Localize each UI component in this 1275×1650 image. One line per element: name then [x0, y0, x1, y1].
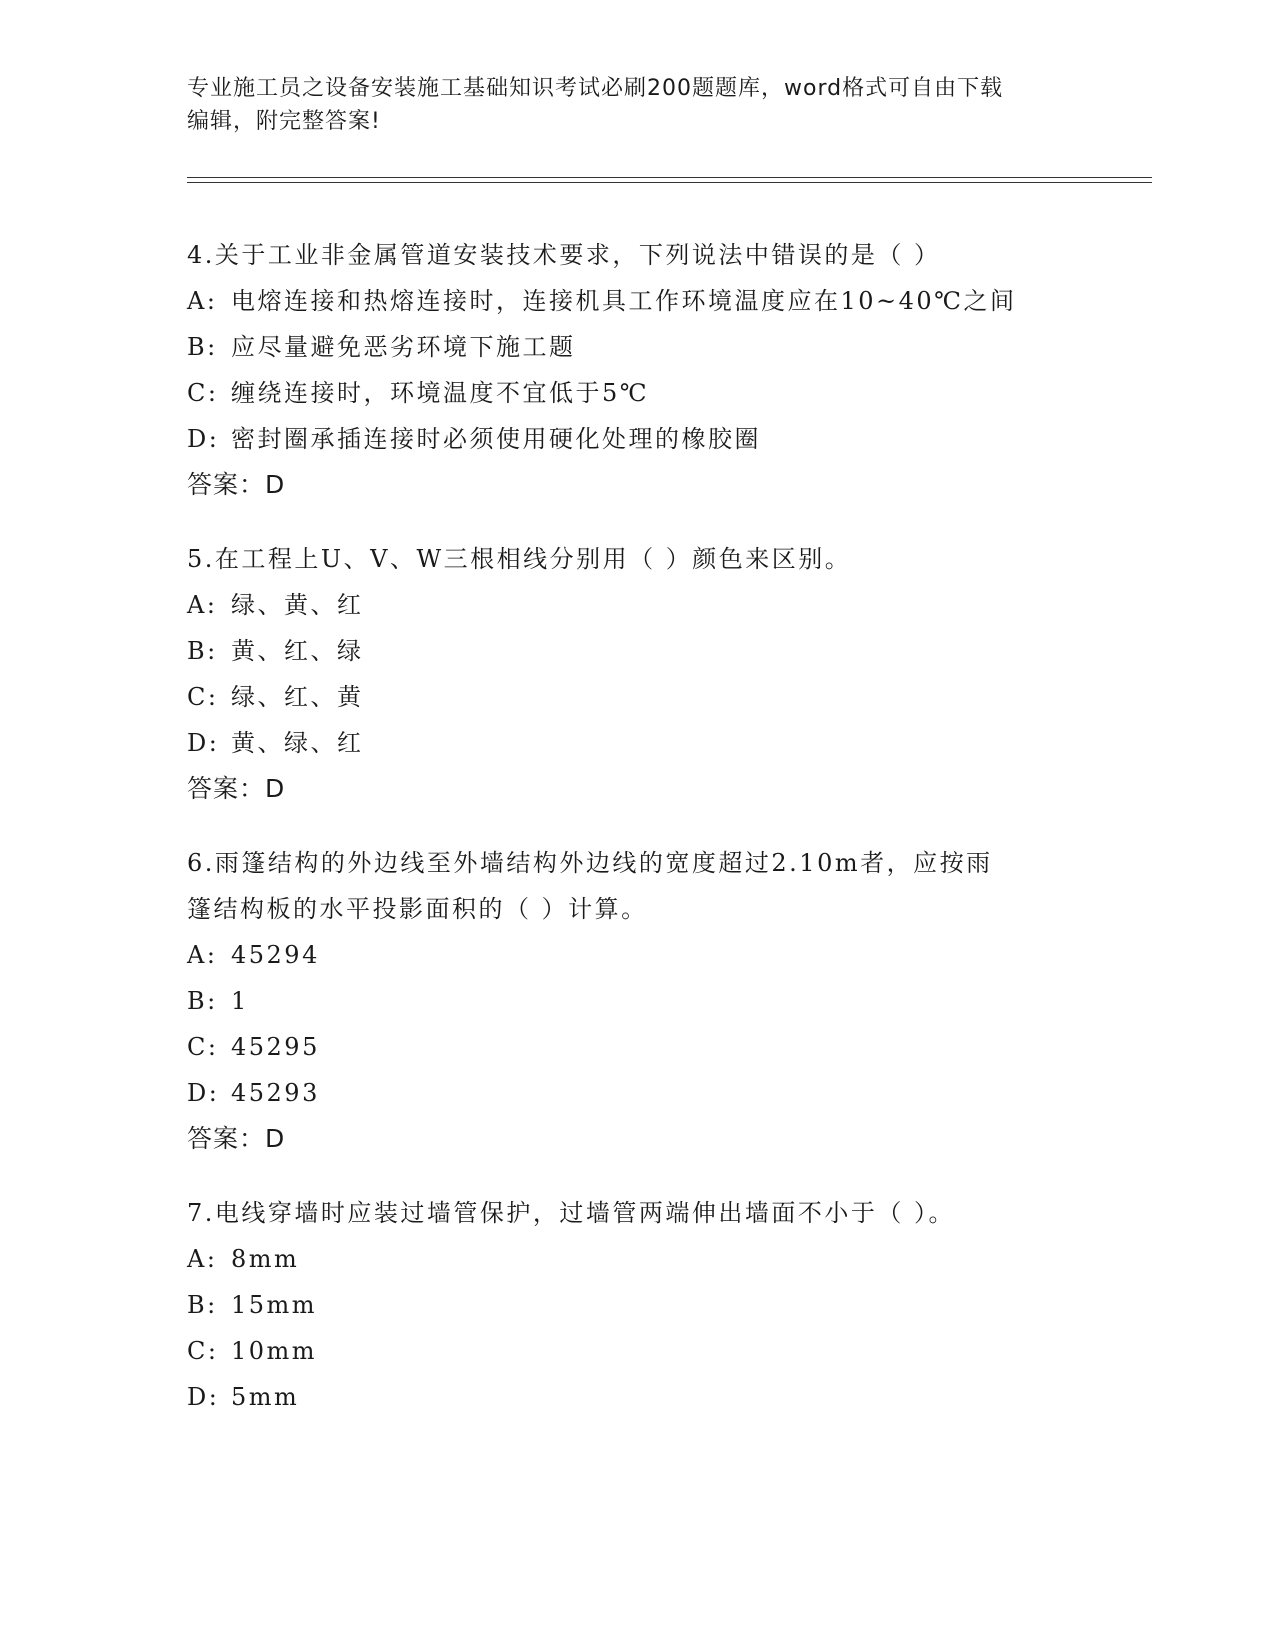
option-text: 45294 — [231, 941, 320, 969]
option-text: 密封圈承插连接时必须使用硬化处理的橡胶圈 — [231, 425, 761, 453]
question-stem: 7.电线穿墙时应装过墙管保护，过墙管两端伸出墙面不小于（ ）。 — [187, 1199, 956, 1227]
option-d — [187, 720, 1087, 766]
option-text: 缠绕连接时，环境温度不宜低于5℃ — [231, 379, 650, 407]
option-text: 10mm — [231, 1337, 318, 1365]
option-text: 45293 — [231, 1079, 320, 1107]
header-line-2: 编辑，附完整答案! — [187, 109, 381, 134]
option-key: B: — [187, 637, 218, 665]
question-list — [187, 232, 1087, 1448]
option-key: D: — [187, 729, 220, 757]
option-text: 黄、红、绿 — [231, 637, 364, 665]
option-key: C: — [187, 1033, 219, 1061]
option-key: D: — [187, 1383, 220, 1411]
option-text: 应尽量避免恶劣环境下施工题 — [231, 333, 576, 361]
option-d — [187, 416, 1087, 462]
option-key: A: — [187, 1245, 218, 1273]
header-line-1: 专业施工员之设备安装施工基础知识考试必刷200题题库，word格式可自由下载 — [187, 76, 1004, 101]
header-divider-bottom — [187, 182, 1152, 183]
option-text: 黄、绿、红 — [231, 729, 364, 757]
question-6 — [187, 840, 1087, 1162]
question-4 — [187, 232, 1087, 508]
option-c — [187, 674, 1087, 720]
option-key: B: — [187, 333, 218, 361]
option-b — [187, 1282, 1087, 1328]
question-stem: 6.雨篷结构的外边线至外墙结构外边线的宽度超过2.10m者，应按雨 — [187, 849, 993, 877]
question-stem-continued: 篷结构板的水平投影面积的（ ）计算。 — [187, 895, 648, 923]
answer-line: 答案：D — [187, 470, 286, 499]
option-key: D: — [187, 1079, 220, 1107]
option-text: 电熔连接和热熔连接时，连接机具工作环境温度应在10~40℃之间 — [231, 287, 1017, 315]
option-b — [187, 978, 1087, 1024]
option-b — [187, 628, 1087, 674]
option-text: 45295 — [231, 1033, 320, 1061]
option-key: D: — [187, 425, 220, 453]
answer-line: 答案：D — [187, 1124, 286, 1153]
option-c — [187, 1328, 1087, 1374]
option-a — [187, 932, 1087, 978]
option-text: 15mm — [231, 1291, 318, 1319]
option-c — [187, 1024, 1087, 1070]
question-stem: 4.关于工业非金属管道安装技术要求，下列说法中错误的是（ ） — [187, 241, 941, 269]
question-stem: 5.在工程上U、V、W三根相线分别用（ ）颜色来区别。 — [187, 545, 852, 573]
option-key: B: — [187, 987, 218, 1015]
option-text: 绿、红、黄 — [231, 683, 364, 711]
option-text: 5mm — [231, 1383, 300, 1411]
option-a — [187, 278, 1087, 324]
option-key: C: — [187, 379, 219, 407]
option-key: C: — [187, 1337, 219, 1365]
document-header — [187, 72, 1067, 138]
option-key: A: — [187, 287, 218, 315]
header-divider-top — [187, 177, 1152, 178]
option-key: A: — [187, 941, 218, 969]
question-5 — [187, 536, 1087, 812]
option-key: C: — [187, 683, 219, 711]
option-text: 绿、黄、红 — [231, 591, 364, 619]
question-7 — [187, 1190, 1087, 1420]
option-c — [187, 370, 1087, 416]
option-text: 8mm — [231, 1245, 300, 1273]
option-a — [187, 582, 1087, 628]
option-b — [187, 324, 1087, 370]
option-a — [187, 1236, 1087, 1282]
option-text: 1 — [231, 987, 249, 1015]
option-key: B: — [187, 1291, 218, 1319]
answer-line: 答案：D — [187, 774, 286, 803]
option-key: A: — [187, 591, 218, 619]
option-d — [187, 1070, 1087, 1116]
option-d — [187, 1374, 1087, 1420]
